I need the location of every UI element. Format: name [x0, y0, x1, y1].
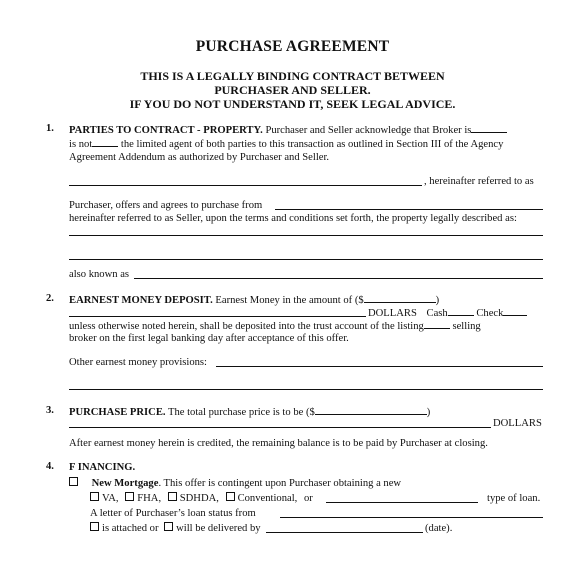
va-label: VA, — [102, 493, 119, 504]
conventional-label: Conventional, — [237, 493, 298, 504]
new-mortgage-checkbox[interactable] — [69, 477, 78, 486]
other-provisions-line-2[interactable] — [69, 389, 543, 390]
legal-description-line-1[interactable] — [69, 235, 543, 236]
earnest-amount-words-line[interactable] — [69, 316, 366, 317]
delivery-date-line[interactable] — [266, 532, 423, 533]
conventional-checkbox[interactable] — [226, 492, 235, 501]
agency-text: the limited agent of both parties to this transaction as outlined in Section III of the Agency — [120, 139, 504, 150]
earnest-paren-close: ) — [435, 295, 440, 306]
fha-checkbox[interactable] — [125, 492, 134, 501]
section-1-line-1 — [69, 123, 507, 137]
section-2-line-3 — [69, 319, 481, 333]
purchaser-name-line[interactable] — [69, 185, 422, 186]
section-1-line-3: Agreement Addendum as authorized by Purchaser and Seller. — [69, 152, 330, 163]
section-2-line-1 — [69, 293, 439, 307]
sdhda-checkbox[interactable] — [168, 492, 177, 501]
loan-status-letter-text: A letter of Purchaser’s loan status from — [90, 508, 256, 519]
section-2-line-4: broker on the first legal banking day after acceptance of this offer. — [69, 333, 349, 344]
section-3-heading: PURCHASE PRICE. — [69, 407, 166, 418]
is-not-label: is not — [69, 139, 93, 150]
section-3-line-1 — [69, 405, 430, 419]
loan-status-from-line[interactable] — [280, 517, 543, 518]
listing-blank[interactable] — [424, 319, 450, 329]
or-label: or — [303, 493, 313, 504]
section-3-number: 3. — [46, 405, 54, 416]
loan-type-row — [90, 492, 313, 505]
broker-is-blank[interactable] — [471, 123, 507, 133]
deposit-text: unless otherwise noted herein, shall be deposited into the trust account of the listing — [69, 321, 424, 332]
letter-delivery-row — [90, 522, 261, 535]
section-2-number: 2. — [46, 293, 54, 304]
seller-name-line[interactable] — [275, 209, 543, 210]
legal-description-line-2[interactable] — [69, 259, 543, 260]
other-provisions-line-1[interactable] — [216, 366, 543, 367]
also-known-as-line[interactable] — [134, 278, 543, 279]
section-1-broker-text: Purchaser and Seller acknowledge that Broker is — [265, 125, 472, 136]
price-dollars-label: DOLLARS — [493, 418, 542, 429]
legal-warning-line-1: THIS IS A LEGALLY BINDING CONTRACT BETWEEN — [140, 69, 445, 83]
section-4-heading: F INANCING. — [69, 462, 136, 473]
check-label: Check — [476, 308, 504, 319]
will-be-delivered-label: will be delivered by — [176, 523, 261, 534]
purchase-price-words-line[interactable] — [69, 427, 491, 428]
cash-blank[interactable] — [448, 306, 474, 316]
earnest-dollars-label: DOLLARS — [368, 308, 417, 319]
earnest-options-row — [368, 306, 527, 320]
hereinafter-purchaser-text: , hereinafter referred to as — [424, 176, 534, 187]
seller-terms-text: hereinafter referred to as Seller, upon the terms and conditions set forth, the property legally described as: — [69, 213, 517, 224]
legal-warning-line-3: IF YOU DO NOT UNDERSTAND IT, SEEK LEGAL ADVICE. — [129, 97, 456, 111]
type-of-loan-label: type of loan. — [487, 493, 541, 504]
purchase-from-text: Purchaser, offers and agrees to purchase from — [69, 200, 263, 211]
other-provisions-label: Other earnest money provisions: — [69, 357, 207, 368]
section-1-line-2 — [69, 137, 503, 151]
price-paren-close: ) — [426, 407, 431, 418]
fha-label: FHA, — [137, 493, 162, 504]
is-attached-label: is attached or — [102, 523, 159, 534]
section-1-heading: PARTIES TO CONTRACT - PROPERTY. — [69, 125, 263, 136]
earnest-amount-text: Earnest Money in the amount of ($ — [215, 295, 364, 306]
document-title: PURCHASE AGREEMENT — [195, 38, 390, 55]
purchase-price-text: The total purchase price is to be ($ — [168, 407, 315, 418]
new-mortgage-row — [69, 477, 401, 490]
will-be-delivered-checkbox[interactable] — [164, 522, 173, 531]
section-1-number: 1. — [46, 123, 54, 134]
check-blank[interactable] — [503, 306, 527, 316]
broker-is-not-blank[interactable] — [92, 137, 118, 147]
cash-label: Cash — [426, 308, 448, 319]
is-attached-checkbox[interactable] — [90, 522, 99, 531]
section-2-heading: EARNEST MONEY DEPOSIT. — [69, 295, 213, 306]
new-mortgage-text: . This offer is contingent upon Purchaser obtaining a new — [158, 478, 402, 489]
new-mortgage-label: New Mortgage — [91, 478, 159, 489]
selling-label: selling — [452, 321, 481, 332]
other-loan-type-line[interactable] — [326, 502, 478, 503]
also-known-as-label: also known as — [69, 269, 130, 280]
legal-warning-line-2: PURCHASER AND SELLER. — [214, 83, 371, 97]
section-4-number: 4. — [46, 461, 54, 472]
sdhda-label: SDHDA, — [179, 493, 219, 504]
purchase-price-blank[interactable] — [315, 405, 427, 415]
section-3-balance-text: After earnest money herein is credited, the remaining balance is to be paid by Purchaser at closing. — [69, 438, 488, 449]
earnest-amount-blank[interactable] — [364, 293, 436, 303]
va-checkbox[interactable] — [90, 492, 99, 501]
date-label: (date). — [425, 523, 453, 534]
